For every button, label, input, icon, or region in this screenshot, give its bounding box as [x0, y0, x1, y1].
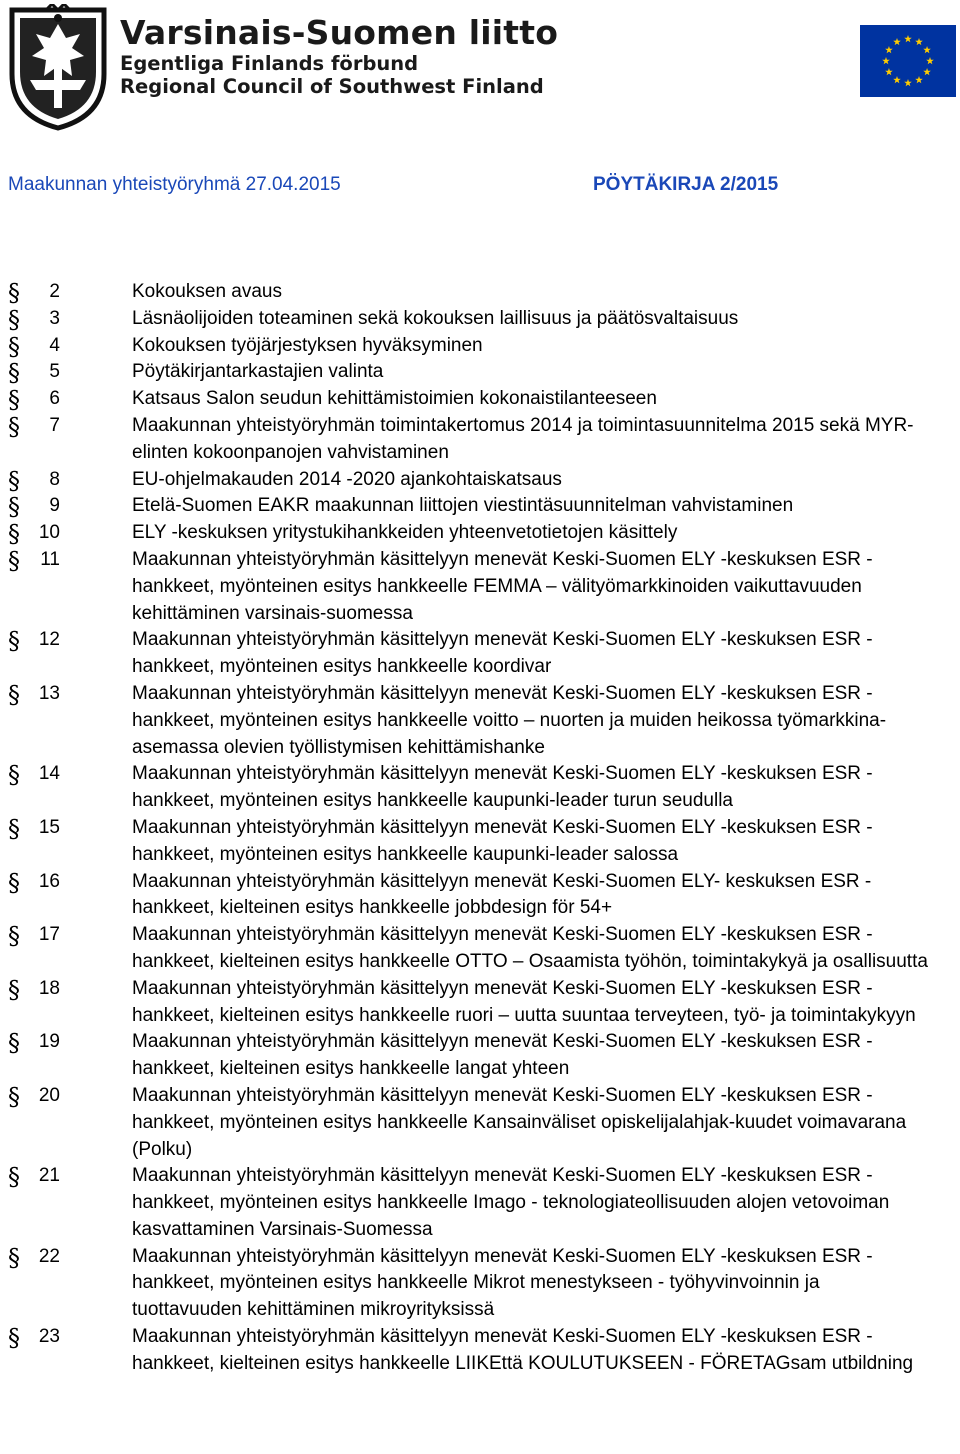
section-sign-icon: §	[8, 1243, 20, 1272]
agenda-item-number: 12	[38, 629, 60, 651]
section-sign-icon: §	[8, 761, 20, 790]
agenda-item	[0, 493, 960, 520]
section-sign-icon: §	[8, 1163, 20, 1192]
section-sign-icon: §	[8, 1029, 20, 1058]
section-sign-icon: §	[8, 493, 20, 522]
agenda-item	[0, 869, 960, 923]
agenda-item	[0, 547, 960, 627]
agenda-item-number: 23	[38, 1326, 60, 1348]
agenda-item	[0, 1324, 960, 1378]
section-sign-icon: §	[8, 868, 20, 897]
eu-flag-icon	[860, 25, 956, 97]
organization-name-english: Regional Council of Southwest Finland	[120, 75, 544, 98]
page-header	[0, 0, 960, 140]
agenda-item-text: Maakunnan yhteistyöryhmän käsittelyyn menevät Keski-Suomen ELY -keskuksen ESR - hankkeet, kielteinen esitys hankkeelle langat yhteen	[132, 1031, 873, 1080]
agenda-item-number: 4	[49, 334, 60, 356]
agenda-item-text: Katsaus Salon seudun kehittämistoimien kokonaistilanteeseen	[132, 388, 657, 410]
agenda-item	[0, 279, 960, 306]
agenda-item-number: 17	[38, 924, 60, 946]
agenda-item-number: 9	[49, 495, 60, 517]
agenda-item-text: ELY -keskuksen yritystukihankkeiden yhteenvetotietojen käsittely	[132, 522, 678, 544]
agenda-item	[0, 1029, 960, 1083]
agenda-item-number: 2	[49, 281, 60, 302]
crest-logo-icon	[8, 4, 108, 132]
agenda-item-text: Maakunnan yhteistyöryhmän käsittelyyn menevät Keski-Suomen ELY -keskuksen ESR - hankkeet, kielteinen esitys hankkeelle ruori – uutta suuntaa terveyteen, työ- ja toimintakykyyn	[132, 977, 916, 1026]
section-sign-icon: §	[8, 680, 20, 709]
agenda-item	[0, 333, 960, 360]
section-sign-icon: §	[8, 359, 20, 388]
agenda-item-number: 6	[49, 388, 60, 410]
section-sign-icon: §	[8, 627, 20, 656]
agenda-item-text: Maakunnan yhteistyöryhmän käsittelyyn menevät Keski-Suomen ELY -keskuksen ESR - hankkeet, myönteinen esitys hankkeelle FEMMA – välityömarkkinoiden vaikuttavuuden kehittäminen varsinais-suomessa	[132, 548, 873, 624]
agenda-list	[0, 279, 960, 1378]
agenda-item-text: Kokouksen työjärjestyksen hyväksyminen	[132, 334, 483, 356]
agenda-item-text: Maakunnan yhteistyöryhmän käsittelyyn menevät Keski-Suomen ELY -keskuksen ESR - hankkeet, myönteinen esitys hankkeelle Mikrot menestykseen - työhyvinvoinnin ja tuottavuuden kehittäminen mikroyrityksissä	[132, 1245, 873, 1321]
agenda-item	[0, 306, 960, 333]
agenda-item	[0, 359, 960, 386]
organization-name: Varsinais-Suomen liitto	[120, 13, 559, 52]
agenda-item-number: 11	[40, 548, 60, 570]
section-sign-icon: §	[8, 922, 20, 951]
agenda-item	[0, 413, 960, 467]
agenda-item	[0, 922, 960, 976]
section-sign-icon: §	[8, 279, 20, 307]
agenda-item-text: Maakunnan yhteistyöryhmän käsittelyyn menevät Keski-Suomen ELY -keskuksen ESR - hankkeet, myönteinen esitys hankkeelle koordivar	[132, 629, 873, 678]
agenda-item-text: Maakunnan yhteistyöryhmän käsittelyyn menevät Keski-Suomen ELY -keskuksen ESR - hankkeet, myönteinen esitys hankkeelle Imago - teknologiateollisuuden alojen vetovoiman kasvattaminen Varsinais-Suomessa	[132, 1165, 890, 1240]
agenda-item	[0, 1163, 960, 1243]
agenda-item-number: 13	[38, 682, 60, 704]
section-sign-icon: §	[8, 332, 20, 361]
agenda-item-number: 19	[38, 1031, 60, 1053]
agenda-item-text: Pöytäkirjantarkastajien valinta	[132, 361, 384, 383]
agenda-item-number: 22	[38, 1245, 60, 1267]
agenda-item-text: Maakunnan yhteistyöryhmän toimintakertomus 2014 ja toimintasuunnitelma 2015 sekä MYR-elinten kokoonpanojen vahvistaminen	[132, 414, 914, 463]
agenda-item-number: 21	[38, 1165, 60, 1187]
document-meta-row	[0, 172, 960, 200]
agenda-item	[0, 976, 960, 1030]
section-sign-icon: §	[8, 1324, 20, 1353]
section-sign-icon: §	[8, 546, 20, 575]
agenda-item-text: Etelä-Suomen EAKR maakunnan liittojen viestintäsuunnitelman vahvistaminen	[132, 495, 794, 517]
agenda-item-number: 16	[38, 870, 60, 892]
section-sign-icon: §	[8, 386, 20, 415]
agenda-item	[0, 681, 960, 761]
meeting-label: Maakunnan yhteistyöryhmä 27.04.2015	[8, 174, 341, 195]
agenda-item-number: 15	[38, 816, 60, 838]
agenda-item-number: 20	[38, 1084, 60, 1106]
agenda-item-number: 10	[38, 522, 60, 544]
agenda-item-text: Maakunnan yhteistyöryhmän käsittelyyn menevät Keski-Suomen ELY -keskuksen ESR - hankkeet, kielteinen esitys hankkeelle LIIKEttä KOULUTUKSEEN - FÖRETAGsam utbildning	[132, 1326, 914, 1374]
document-label: PÖYTÄKIRJA 2/2015	[593, 174, 779, 195]
agenda-item	[0, 386, 960, 413]
agenda-item-text: Maakunnan yhteistyöryhmän käsittelyyn menevät Keski-Suomen ELY- keskuksen ESR - hankkeet, kielteinen esitys hankkeelle jobbdesign för 54+	[132, 870, 872, 919]
agenda-item	[0, 1244, 960, 1324]
agenda-item	[0, 627, 960, 681]
agenda-item-number: 8	[49, 468, 60, 490]
agenda-item-number: 5	[49, 361, 60, 383]
agenda-item-number: 7	[49, 414, 60, 436]
section-sign-icon: §	[8, 412, 20, 441]
agenda-item	[0, 815, 960, 869]
agenda-item-text: Maakunnan yhteistyöryhmän käsittelyyn menevät Keski-Suomen ELY -keskuksen ESR - hankkeet, kielteinen esitys hankkeelle OTTO – Osaamista työhön, toimintakykyä ja osallisuutta	[132, 924, 928, 972]
agenda-item-text: EU-ohjelmakauden 2014 -2020 ajankohtaiskatsaus	[132, 468, 562, 490]
agenda-item	[0, 1083, 960, 1163]
section-sign-icon: §	[8, 520, 20, 549]
agenda-item-text: Läsnäolijoiden toteaminen sekä kokouksen laillisuus ja päätösvaltaisuus	[132, 307, 739, 329]
section-sign-icon: §	[8, 305, 20, 334]
agenda-item-number: 14	[38, 763, 60, 785]
section-sign-icon: §	[8, 814, 20, 843]
agenda-item-text: Kokouksen avaus	[132, 281, 282, 302]
agenda-item-number: 3	[49, 307, 60, 329]
organization-name-block	[120, 14, 558, 98]
section-sign-icon: §	[8, 466, 20, 495]
section-sign-icon: §	[8, 975, 20, 1004]
agenda-item	[0, 467, 960, 494]
agenda-item	[0, 761, 960, 815]
agenda-item	[0, 520, 960, 547]
agenda-item-text: Maakunnan yhteistyöryhmän käsittelyyn menevät Keski-Suomen ELY -keskuksen ESR - hankkeet, myönteinen esitys hankkeelle Kansainväliset opiskelijalahjak-kuudet voimavarana (Polku)	[132, 1084, 907, 1160]
organization-name-swedish: Egentliga Finlands förbund	[120, 52, 419, 75]
agenda-item-number: 18	[38, 977, 60, 999]
section-sign-icon: §	[8, 1082, 20, 1111]
agenda-item-text: Maakunnan yhteistyöryhmän käsittelyyn menevät Keski-Suomen ELY -keskuksen ESR - hankkeet, myönteinen esitys hankkeelle voitto – nuorten ja muiden heikossa työmarkkina-asemassa olevien työllistymisen kehittämishanke	[132, 682, 887, 758]
agenda-item-text: Maakunnan yhteistyöryhmän käsittelyyn menevät Keski-Suomen ELY -keskuksen ESR - hankkeet, myönteinen esitys hankkeelle kaupunki-leader salossa	[132, 816, 873, 865]
agenda-item-text: Maakunnan yhteistyöryhmän käsittelyyn menevät Keski-Suomen ELY -keskuksen ESR - hankkeet, myönteinen esitys hankkeelle kaupunki-leader turun seudulla	[132, 763, 873, 812]
